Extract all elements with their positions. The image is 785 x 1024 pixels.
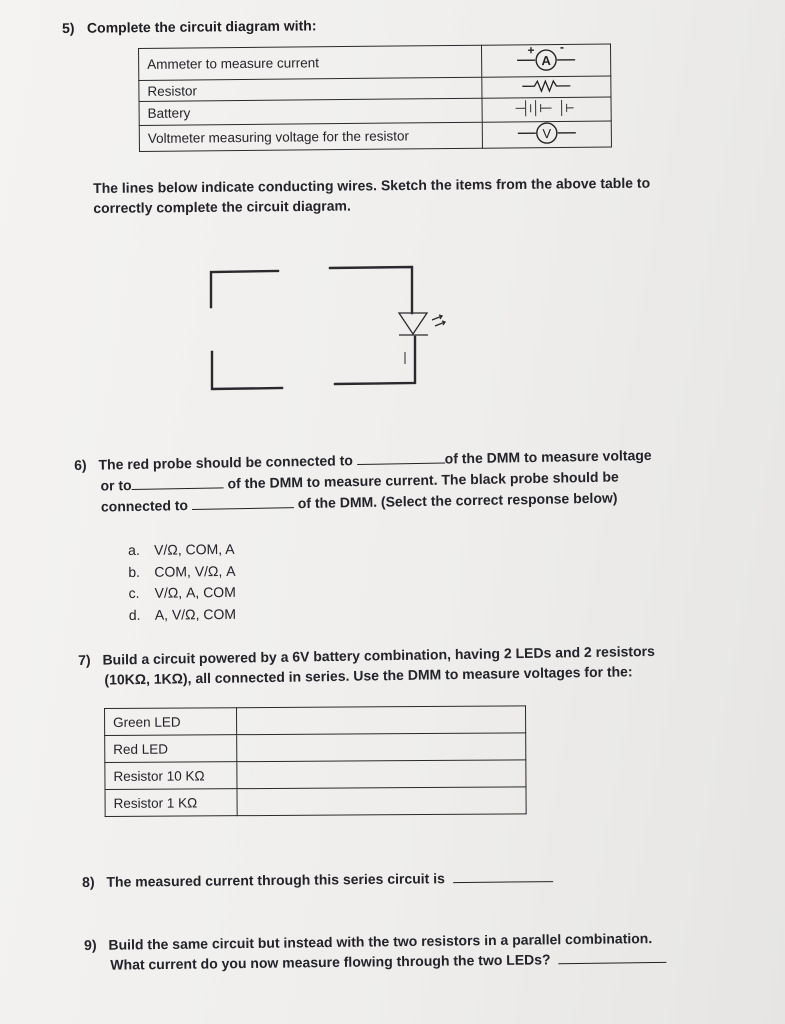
wire-top-left [211,271,278,307]
wire-bottom-right [335,337,415,384]
wire-bottom-left [212,352,282,389]
table-row [105,733,526,763]
question-6 [74,444,715,518]
instruction-line: The lines below indicate conducting wires. Sketch the items from the above table to [93,174,651,196]
row-label: Resistor 1 KΩ [105,789,237,817]
component-label: Resistor [139,77,482,101]
question-number: 8) [82,873,95,890]
component-label: Voltmeter measuring voltage for the resistor [139,122,482,151]
ammeter-letter: A [541,53,551,69]
q7-line1: Build a circuit powered by a 6V battery combination, having 2 LEDs and 2 resistors [102,642,655,668]
q6-line2-end: of the DMM to measure current. The black probe should be [227,468,619,492]
row-label: Red LED [105,735,237,763]
voltmeter-letter: V [542,126,552,142]
option-b[interactable]: b. COM, V/Ω, A [128,562,236,580]
voltage-table [104,705,527,817]
question-number: 7) [78,651,91,668]
q6-line1-start: The red probe should be connected to [98,452,353,473]
q6-line2-start: or to [100,476,132,494]
question-9 [84,928,667,975]
component-label: Ammeter to measure current [139,45,482,80]
wire-top-right [330,267,412,313]
option-a[interactable]: a. V/Ω, COM, A [128,540,235,558]
row-label: Resistor 10 KΩ [105,762,237,790]
q8-text: The measured current through this series circuit is [106,870,445,890]
q7-line2: (10KΩ, 1KΩ), all connected in series. Use the DMM to measure voltages for the: [104,663,633,688]
q9-line2: What current do you now measure flowing through the two LEDs? [110,951,551,973]
led-icon [399,313,445,364]
answer-blank[interactable] [192,507,294,510]
answer-blank[interactable] [357,463,445,466]
question-number: 6) [74,456,87,473]
answer-cell[interactable] [237,706,526,735]
table-row [105,760,526,790]
answer-blank[interactable] [453,881,553,883]
component-label: Battery [139,98,482,125]
answer-blank[interactable] [132,487,224,490]
q9-line1: Build the same circuit but instead with the two resistors in a parallel combination. [108,930,653,953]
answer-blank[interactable] [559,962,667,964]
table-row [105,706,526,736]
row-label: Green LED [105,708,237,736]
option-c[interactable]: c. V/Ω, A, COM [128,583,236,601]
question-number: 5) [62,19,75,36]
q6-options [128,539,236,626]
question-title: Complete the circuit diagram with: [86,17,317,36]
instruction-line: correctly complete the circuit diagram. [93,197,351,216]
answer-cell[interactable] [237,733,526,762]
answer-cell[interactable] [237,787,526,816]
minus-sign: - [559,39,565,54]
question-number: 9) [84,936,97,953]
q6-line3-start: connected to [100,497,189,515]
answer-cell[interactable] [237,760,526,789]
plus-sign: + [527,43,535,58]
table-row [105,787,526,817]
q6-line1-end: of the DMM to measure voltage [444,446,652,467]
q6-line3-end: of the DMM. (Select the correct response below) [297,489,618,512]
option-d[interactable]: d. A, V/Ω, COM [128,605,237,623]
